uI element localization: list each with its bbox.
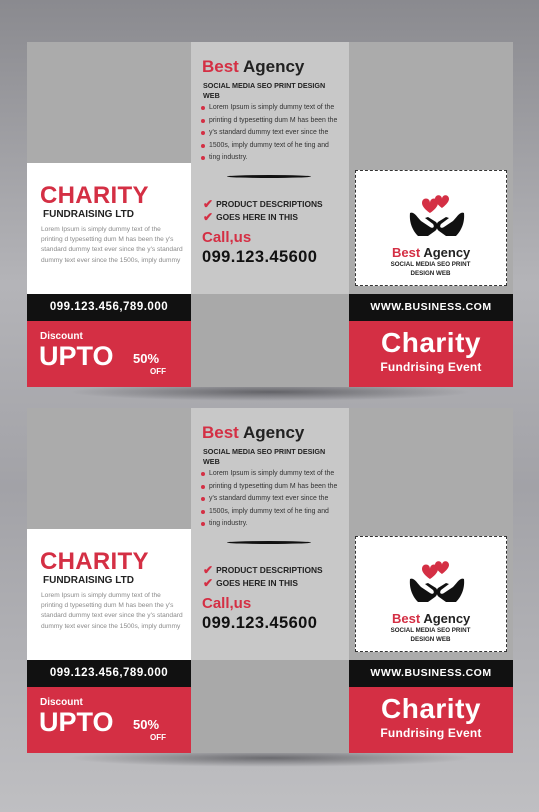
agency-title — [202, 424, 304, 441]
divider-line — [227, 175, 311, 178]
logo-brand-name — [392, 612, 470, 625]
product-line-2 — [203, 211, 298, 223]
product-line-1-text: PRODUCT DESCRIPTIONS — [216, 565, 323, 575]
phone-bar: 099.123.456,789.000 — [27, 660, 191, 687]
middle-panel — [191, 42, 349, 387]
discount-off: OFF — [150, 367, 166, 376]
product-line-1 — [203, 198, 323, 210]
right-panel — [349, 408, 513, 753]
product-line-2 — [203, 577, 298, 589]
event-box — [349, 687, 513, 753]
charity-body-text: Lorem Ipsum is simply dummy text of the printing d typesetting dum M has been the y's standard dummy text ever since the y's standard dummy text ever since the 1500s, imply dummy — [41, 592, 183, 630]
list-item: y's standard dummy text ever since the — [201, 127, 345, 140]
event-title: Charity — [381, 327, 481, 358]
agency-services: SOCIAL MEDIA SEO PRINT DESIGN WEB — [203, 447, 326, 466]
middle-panel — [191, 408, 349, 753]
logo-name-red: Best — [392, 611, 421, 626]
call-number: 099.123.45600 — [202, 614, 318, 632]
list-item: 1500s, imply dummy text of he ting and — [201, 140, 345, 153]
discount-label: Discount — [40, 697, 83, 708]
discount-upto: UPTO — [39, 707, 114, 737]
agency-name-black: Agency — [242, 423, 305, 442]
logo-brand-name — [392, 246, 470, 259]
event-subtitle: Fundrising Event — [380, 360, 482, 374]
checkmark-icon: ✔ — [203, 563, 214, 577]
charity-subtitle: FUNDRAISING LTD — [43, 209, 134, 220]
charity-body-text: Lorem Ipsum is simply dummy text of the printing d typesetting dum M has been the y's standard dummy text ever since the y's standard dummy text ever since the 1500s, imply dummy — [41, 226, 183, 264]
charity-title: CHARITY — [40, 548, 149, 575]
divider-line — [227, 541, 311, 544]
brochure-mockup-top — [27, 42, 513, 387]
charity-subtitle: FUNDRAISING LTD — [43, 575, 134, 586]
logo-name-black: Agency — [423, 245, 471, 260]
hands-holding-hearts-icon — [408, 191, 466, 239]
list-item: ting industry. — [201, 152, 345, 165]
checkmark-icon: ✔ — [203, 197, 214, 211]
discount-label: Discount — [40, 331, 83, 342]
website-bar: WWW.BUSINESS.COM — [349, 294, 513, 321]
agency-services: SOCIAL MEDIA SEO PRINT DESIGN WEB — [203, 81, 326, 100]
call-label: Call,us — [202, 595, 252, 612]
checkmark-icon: ✔ — [203, 210, 214, 224]
discount-off: OFF — [150, 733, 166, 742]
list-item: 1500s, imply dummy text of he ting and — [201, 506, 345, 519]
list-item: ting industry. — [201, 518, 345, 531]
middle-bottom-block — [191, 660, 349, 753]
logo-name-black: Agency — [423, 611, 471, 626]
discount-upto: UPTO — [39, 341, 114, 371]
call-label: Call,us — [202, 229, 252, 246]
agency-bullet-list — [201, 102, 345, 165]
logo-box — [355, 170, 507, 286]
agency-name-red: Best — [202, 57, 239, 76]
logo-tagline-1: SOCIAL MEDIA SEO PRINT — [390, 627, 471, 634]
list-item: Lorem Ipsum is simply dummy text of the — [201, 468, 345, 481]
logo-box — [355, 536, 507, 652]
list-item: printing d typesetting dum M has been the — [201, 481, 345, 494]
left-panel — [27, 408, 191, 753]
agency-name-red: Best — [202, 423, 239, 442]
discount-percent: 50% — [133, 717, 160, 732]
discount-box — [27, 687, 191, 753]
event-subtitle: Fundrising Event — [380, 726, 482, 740]
hands-holding-hearts-icon — [408, 557, 466, 605]
product-line-2-text: GOES HERE IN THIS — [216, 578, 298, 588]
product-line-1 — [203, 564, 323, 576]
charity-title: CHARITY — [40, 182, 149, 209]
call-number: 099.123.45600 — [202, 248, 318, 266]
phone-bar: 099.123.456,789.000 — [27, 294, 191, 321]
discount-percent: 50% — [133, 351, 160, 366]
logo-tagline-2: DESIGN WEB — [410, 636, 451, 643]
left-panel — [27, 42, 191, 387]
right-panel — [349, 42, 513, 387]
agency-title — [202, 58, 304, 75]
agency-name-black: Agency — [242, 57, 305, 76]
list-item: printing d typesetting dum M has been the — [201, 115, 345, 128]
logo-name-red: Best — [392, 245, 421, 260]
middle-bottom-block — [191, 294, 349, 387]
brochure-mockup-bottom — [27, 408, 513, 753]
website-bar: WWW.BUSINESS.COM — [349, 660, 513, 687]
list-item: y's standard dummy text ever since the — [201, 493, 345, 506]
product-line-1-text: PRODUCT DESCRIPTIONS — [216, 199, 323, 209]
list-item: Lorem Ipsum is simply dummy text of the — [201, 102, 345, 115]
checkmark-icon: ✔ — [203, 576, 214, 590]
event-box — [349, 321, 513, 387]
event-title: Charity — [381, 693, 481, 724]
agency-bullet-list — [201, 468, 345, 531]
logo-tagline-1: SOCIAL MEDIA SEO PRINT — [390, 261, 471, 268]
product-line-2-text: GOES HERE IN THIS — [216, 212, 298, 222]
discount-box — [27, 321, 191, 387]
logo-tagline-2: DESIGN WEB — [410, 270, 451, 277]
